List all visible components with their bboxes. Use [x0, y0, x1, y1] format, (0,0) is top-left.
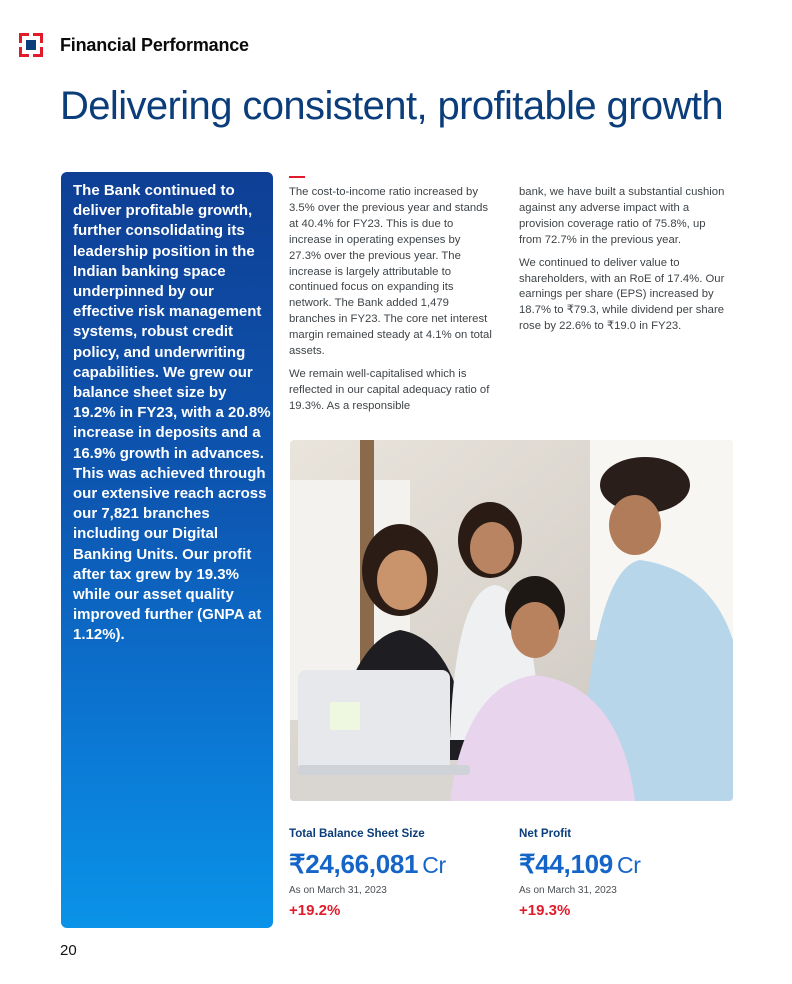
section-title: Financial Performance — [60, 35, 249, 55]
stat-net-profit — [519, 827, 641, 919]
body-paragraph: bank, we have built a substantial cushion against any adverse impact with a provision coverage ratio of 75.8%, up from 72.7% in the previous year. — [519, 186, 725, 246]
body-column-1 — [289, 185, 493, 422]
body-column-2 — [519, 185, 729, 342]
stat-balance-sheet — [289, 827, 446, 919]
accent-divider — [289, 176, 305, 178]
body-paragraph: The cost-to-income ratio increased by 3.5% over the previous year and stands at 40.4% for FY23. This is due to increase in operating expenses by 27.3% over the previous year. The increase is largely attributable to continued focus on expanding its network. The Bank added 1,479 branches in FY23. The core net interest margin remained steady at 4.1% on total assets. — [289, 186, 492, 358]
page-number: 20 — [60, 942, 77, 959]
stat-amount: ₹44,109 — [519, 849, 613, 879]
highlight-text: The Bank continued to deliver profitable growth, further consolidating its leadership position in the Indian banking space underpinned by our effective risk management systems, robust credit policy, and underwriting capabilities. We grew our balance sheet size by 19.2% in FY23, with a 20.8% increase in deposits and a 16.9% growth in advances. This was achieved through our extensive reach across our 7,821 branches including our Digital Banking Units. Our profit after tax grew by 19.3% while our asset quality improved further (GNPA at 1.12%). — [73, 182, 271, 644]
stat-unit: Cr — [422, 852, 446, 878]
body-paragraph: We continued to deliver value to shareholders, with an RoE of 17.4%. Our earnings per share (EPS) increased by 18.7% to ₹79.3, while dividend per share rose by 22.6% to ₹19.0 in FY23. — [519, 256, 725, 333]
stat-label: Net Profit — [519, 827, 572, 840]
body-paragraph: We remain well-capitalised which is reflected in our capital adequacy ratio of 19.3%. As a responsible — [289, 367, 490, 412]
stat-label: Total Balance Sheet Size — [289, 827, 425, 840]
stat-growth: +19.3% — [519, 902, 571, 919]
team-photo — [290, 440, 733, 801]
page-headline: Delivering consistent, profitable growth — [60, 84, 724, 128]
stat-unit: Cr — [616, 852, 641, 878]
stat-date: As on March 31, 2023 — [289, 885, 387, 896]
stat-growth: +19.2% — [289, 902, 341, 919]
stat-value — [519, 849, 641, 880]
stat-value — [289, 849, 446, 880]
stat-amount: ₹24,66,081 — [289, 849, 419, 879]
stat-date: As on March 31, 2023 — [519, 885, 617, 896]
bank-logo-icon — [19, 33, 43, 57]
